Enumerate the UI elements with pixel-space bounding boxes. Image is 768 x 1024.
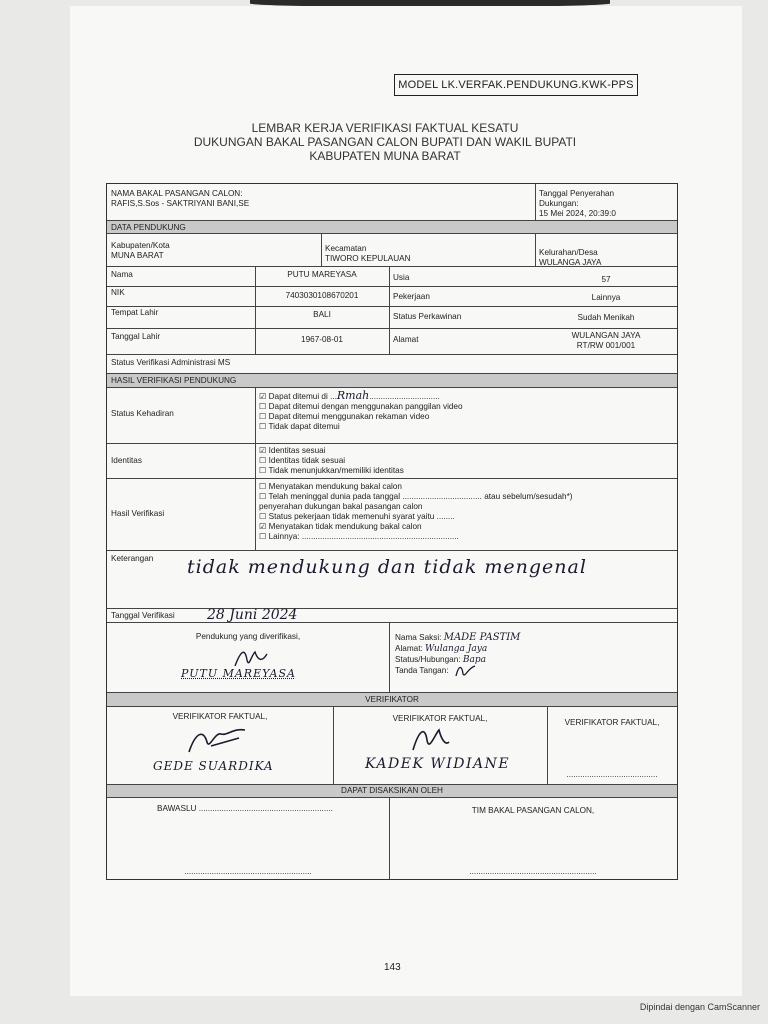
keterangan-handwritten: tidak mendukung dan tidak mengenal: [187, 556, 587, 578]
section-title-verifikator: VERIFIKATOR: [365, 695, 419, 704]
alamat-label: Alamat: [393, 335, 419, 344]
hasil-option-1: ☐ Menyatakan mendukung bakal calon: [259, 482, 402, 491]
section-title-hasil: HASIL VERIFIKASI PENDUKUNG: [111, 376, 237, 385]
kelurahan-value: WULANGA JAYA: [539, 258, 602, 267]
document-title-line2: DUKUNGAN BAKAL PASANGAN CALON BUPATI DAN WAKIL BUPATI: [193, 135, 577, 149]
hasil-option-5: ☐ Lainnya: .....................................................................: [259, 532, 459, 541]
hasil-option-4: ☑ Menyatakan tidak mendukung bakal calon: [259, 522, 422, 531]
verifikator-1-handwritten-name: GEDE SUARDIKA: [153, 759, 274, 773]
section-title-data-pendukung: DATA PENDUKUNG: [111, 223, 186, 232]
saksi-alamat: Alamat: Wulanga Jaya: [395, 644, 488, 654]
saksi-tanda-tangan-label: Tanda Tangan:: [395, 666, 449, 675]
identitas-option-3: ☐ Tidak menunjukkan/memiliki identitas: [259, 466, 404, 475]
tanggal-verifikasi-handwritten: 28 Juni 2024: [207, 607, 298, 623]
identitas-option-2: ☐ Identitas tidak sesuai: [259, 456, 346, 465]
bawaslu-signature-line: ........................................................: [184, 867, 312, 876]
kecamatan-label: Kecamatan: [325, 244, 367, 253]
hasil-option-3: ☐ Status pekerjaan tidak memenuhi syarat yaitu ........: [259, 512, 455, 521]
checkbox-checked-icon: ☑: [259, 522, 267, 531]
hasil-option-2-continued: penyerahan dukungan bakal pasangan calon: [259, 502, 423, 511]
kehadiran-handwritten-place: Rmah: [336, 389, 370, 402]
kehadiran-label: Status Kehadiran: [111, 409, 174, 418]
tim-paslon-signature-line: ........................................................: [469, 867, 597, 876]
checkbox-icon: ☐: [259, 512, 267, 521]
candidate-value: RAFIS,S.Sos - SAKTRIYANI BANI,SE: [111, 199, 250, 208]
hasil-verifikasi-label: Hasil Verifikasi: [111, 509, 165, 518]
saksi-nama: Nama Saksi: MADE PASTIM: [395, 632, 521, 643]
pekerjaan-label: Pekerjaan: [393, 292, 430, 301]
model-code-box: MODEL LK.VERFAK.PENDUKUNG.KWK-PPS: [394, 74, 638, 96]
kelurahan-label: Kelurahan/Desa: [539, 248, 598, 257]
verifikator-3-signature-line: ........................................: [566, 770, 658, 779]
alamat-value-2: RT/RW 001/001: [576, 341, 636, 350]
verifikator-1-label: VERIFIKATOR FAKTUAL,: [172, 712, 268, 721]
tanggal-lahir-value: 1967-08-01: [301, 335, 343, 344]
checkbox-icon: ☐: [259, 482, 267, 491]
hasil-option-2: ☐ Telah meninggal dunia pada tanggal ................................... atau sebelum/sesudah*): [259, 492, 573, 501]
verifikator-2-handwritten-name: KADEK WIDIANE: [365, 756, 511, 772]
kehadiran-option-2: ☐ Dapat ditemui dengan menggunakan panggilan video: [259, 402, 463, 411]
verifikator-3-label: VERIFIKATOR FAKTUAL,: [564, 718, 660, 727]
tim-paslon-label: TIM BAKAL PASANGAN CALON,: [471, 806, 595, 815]
checkbox-icon: ☐: [259, 456, 267, 465]
pendukung-handwritten-name: PUTU MAREYASA: [181, 667, 296, 680]
section-bar-data-pendukung: [107, 220, 677, 233]
tempat-lahir-value: BALI: [313, 310, 331, 319]
kecamatan-value: TIWORO KEPULAUAN: [325, 254, 411, 263]
identitas-option-1: ☑ Identitas sesuai: [259, 446, 326, 455]
tempat-lahir-label: Tempat Lahir: [111, 308, 159, 317]
scanner-watermark: Dipindai dengan CamScanner: [639, 1002, 760, 1012]
submit-label-2: Dukungan:: [539, 199, 579, 208]
kabupaten-label: Kabupaten/Kota: [111, 241, 170, 250]
verifikator-2-signature: [403, 724, 453, 758]
section-title-disaksikan: DAPAT DISAKSIKAN OLEH: [341, 786, 443, 795]
checkbox-icon: ☐: [259, 402, 267, 411]
identitas-label: Identitas: [111, 456, 142, 465]
verifikator-2-label: VERIFIKATOR FAKTUAL,: [392, 714, 488, 723]
document-title-line1: LEMBAR KERJA VERIFIKASI FAKTUAL KESATU: [251, 121, 519, 135]
verifikator-1-signature: [181, 724, 251, 758]
tanggal-verifikasi-label: Tanggal Verifikasi: [111, 611, 175, 620]
status-kawin-label: Status Perkawinan: [393, 312, 462, 321]
candidate-label: NAMA BAKAL PASANGAN CALON:: [111, 189, 243, 198]
alamat-value-1: WULANGAN JAYA: [571, 331, 641, 340]
saksi-signature: [453, 662, 479, 680]
checkbox-icon: ☐: [259, 466, 267, 475]
kehadiran-option-4: ☐ Tidak dapat ditemui: [259, 422, 340, 431]
verification-form: [106, 183, 678, 880]
checkbox-icon: ☐: [259, 532, 267, 541]
document-title-line3: KABUPATEN MUNA BARAT: [309, 149, 461, 163]
checkbox-icon: ☐: [259, 422, 267, 431]
submit-label-1: Tanggal Penyerahan: [539, 189, 615, 198]
usia-label: Usia: [393, 273, 410, 282]
checkbox-icon: ☐: [259, 492, 267, 501]
pekerjaan-value: Lainnya: [591, 293, 621, 302]
tanggal-lahir-label: Tanggal Lahir: [111, 332, 161, 341]
checkbox-icon: ☐: [259, 412, 267, 421]
nama-label: Nama: [111, 270, 133, 279]
saksi-status: Status/Hubungan: Bapa: [395, 655, 486, 665]
kabupaten-value: MUNA BARAT: [111, 251, 164, 260]
keterangan-label: Keterangan: [111, 554, 154, 563]
nik-value: 7403030108670201: [285, 291, 359, 300]
status-admin: Status Verifikasi Administrasi MS: [111, 358, 231, 367]
nik-label: NIK: [111, 288, 125, 297]
pendukung-label: Pendukung yang diverifikasi,: [195, 632, 301, 641]
nama-value: PUTU MAREYASA: [287, 270, 357, 279]
usia-value: 57: [601, 275, 611, 284]
kehadiran-option-3: ☐ Dapat ditemui menggunakan rekaman video: [259, 412, 430, 421]
checkbox-checked-icon: ☑: [259, 392, 267, 401]
submit-date: 15 Mei 2024, 20:39:0: [539, 209, 616, 218]
page-number: 143: [384, 962, 401, 973]
kehadiran-option-1: ☑ Dapat ditemui di ...Rmah...............................: [259, 389, 440, 402]
checkbox-checked-icon: ☑: [259, 446, 267, 455]
status-kawin-value: Sudah Menikah: [577, 313, 635, 322]
bawaslu-label: BAWASLU ...........................................................: [157, 804, 333, 813]
